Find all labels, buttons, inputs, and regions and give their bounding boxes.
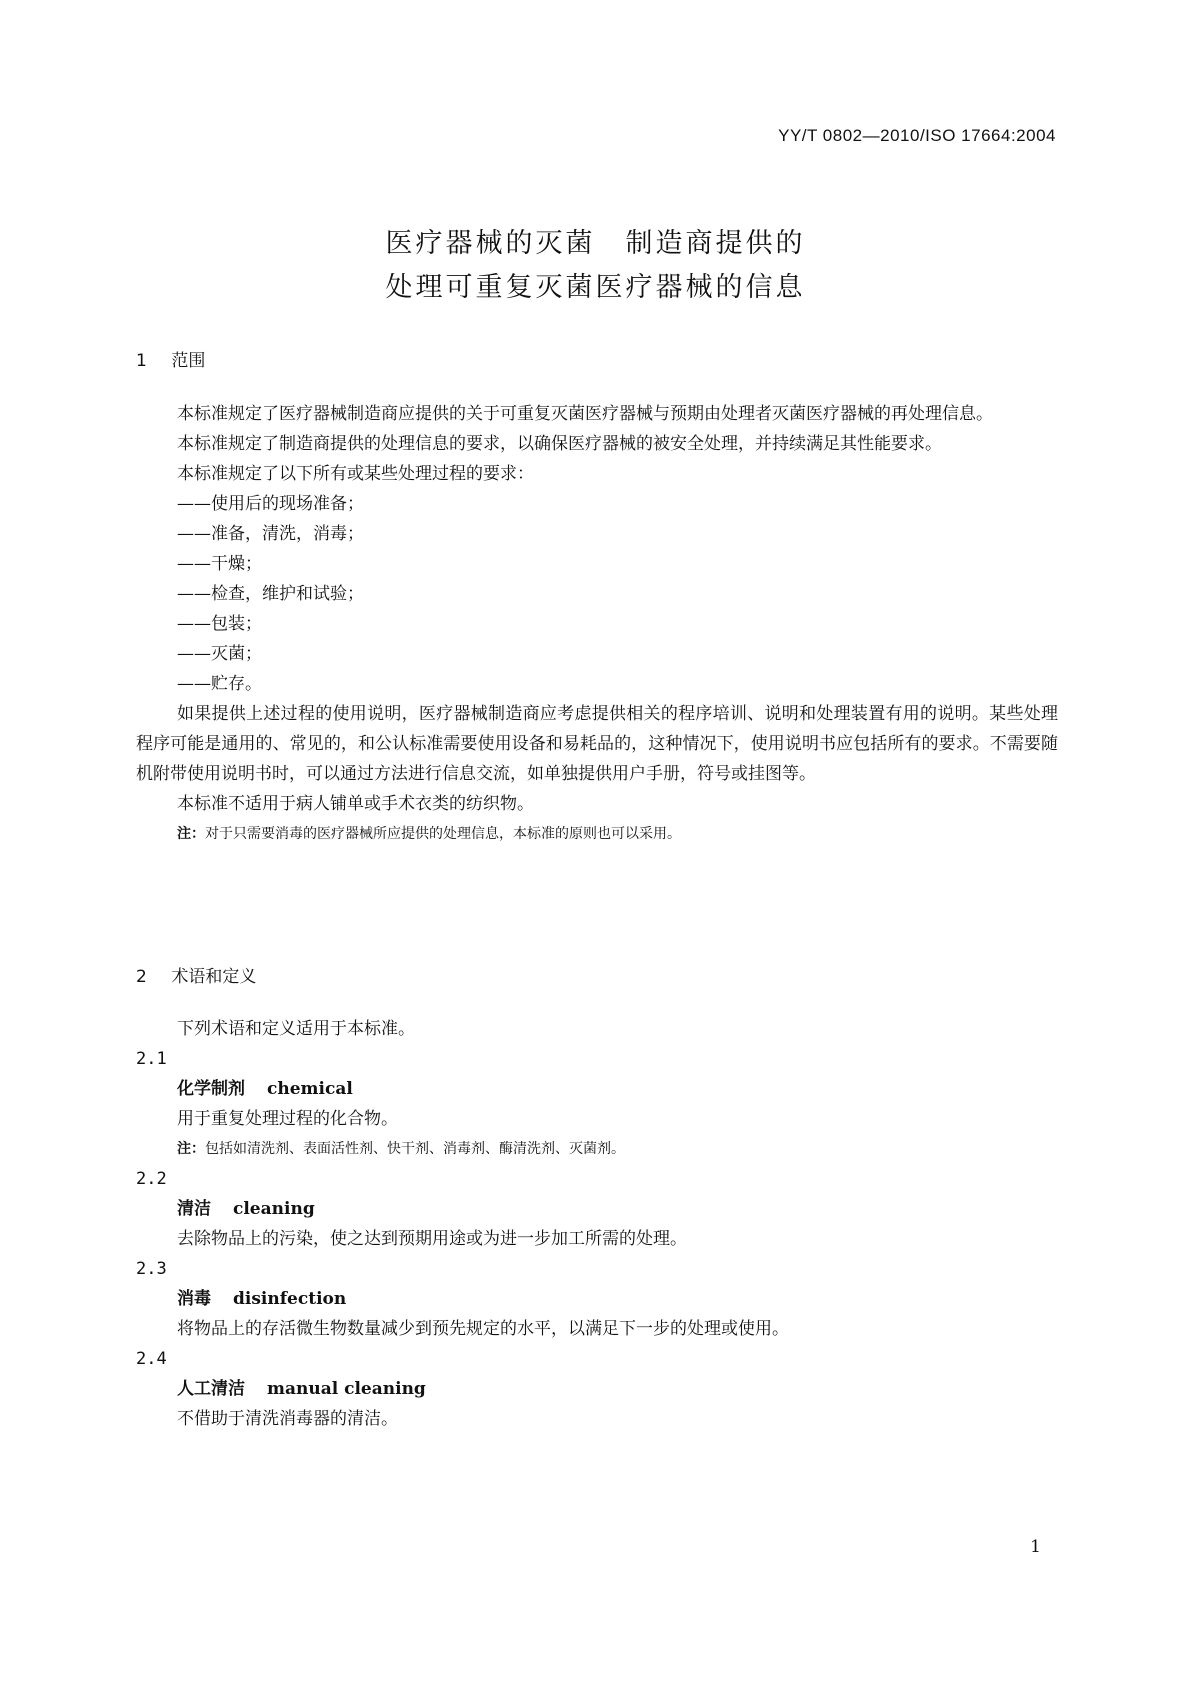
section-2-heading (136, 962, 256, 987)
term-number: 2.2 (136, 1169, 167, 1189)
term-en: manual cleaning (267, 1379, 426, 1399)
term-note (136, 1134, 1058, 1164)
term-definition: 将物品上的存活微生物数量减少到预先规定的水平，以满足下一步的处理或使用。 (177, 1319, 789, 1339)
section-2-body (136, 1014, 1058, 1434)
list-item: ——包装； (177, 614, 262, 634)
scope-note (136, 819, 1058, 849)
note-text: 包括如清洗剂、表面活性剂、快干剂、消毒剂、酶清洗剂、灭菌剂。 (205, 1141, 625, 1157)
term-definition: 不借助于清洗消毒器的清洁。 (177, 1409, 398, 1429)
section-2-number: 2 (136, 967, 147, 987)
scope-paragraph-2: 本标准规定了制造商提供的处理信息的要求，以确保医疗器械的被安全处理，并持续满足其性能要求。 (177, 434, 942, 454)
definitions-intro: 下列术语和定义适用于本标准。 (177, 1019, 415, 1039)
document-title (0, 222, 1191, 310)
list-item: ——干燥； (177, 554, 262, 574)
list-item: ——灭菌； (177, 644, 262, 664)
term-number: 2.1 (136, 1049, 167, 1069)
term-zh: 消毒 (177, 1289, 211, 1309)
scope-paragraph-5: 本标准不适用于病人铺单或手术衣类的纺织物。 (177, 794, 534, 814)
term-zh: 人工清洁 (177, 1379, 245, 1399)
section-1-heading (136, 346, 205, 371)
note-label: 注： (177, 1141, 205, 1157)
title-line-1: 医疗器械的灭菌 制造商提供的 (385, 228, 806, 259)
page-number: 1 (1030, 1537, 1041, 1557)
term-title (136, 1374, 1058, 1404)
term-en: cleaning (233, 1199, 315, 1219)
scope-paragraph-1: 本标准规定了医疗器械制造商应提供的关于可重复灭菌医疗器械与预期由处理者灭菌医疗器械的再处理信息。 (177, 404, 993, 424)
scope-paragraph-3: 本标准规定了以下所有或某些处理过程的要求： (177, 464, 534, 484)
term-title (136, 1284, 1058, 1314)
standard-code: YY/T 0802—2010/ISO 17664:2004 (778, 126, 1056, 145)
term-title (136, 1074, 1058, 1104)
section-1-title: 范围 (171, 351, 206, 371)
note-text: 对于只需要消毒的医疗器械所应提供的处理信息，本标准的原则也可以采用。 (205, 826, 681, 842)
title-line-2: 处理可重复灭菌医疗器械的信息 (385, 272, 806, 303)
section-1-body (136, 399, 1058, 849)
term-number: 2.3 (136, 1259, 167, 1279)
section-1-number: 1 (136, 351, 147, 371)
note-label: 注： (177, 826, 205, 842)
list-item: ——贮存。 (177, 674, 262, 694)
term-en: chemical (267, 1079, 353, 1099)
term-definition: 去除物品上的污染，使之达到预期用途或为进一步加工所需的处理。 (177, 1229, 687, 1249)
term-zh: 清洁 (177, 1199, 211, 1219)
list-item: ——使用后的现场准备； (177, 494, 364, 514)
list-item: ——准备，清洗，消毒； (177, 524, 364, 544)
term-title (136, 1194, 1058, 1224)
scope-paragraph-4: 如果提供上述过程的使用说明，医疗器械制造商应考虑提供相关的程序培训、说明和处理装置有用的说明。某些处理程序可能是通用的、常见的，和公认标准需要使用设备和易耗品的，这种情况下，使用说明书应包括所有的要求。不需要随机附带使用说明书时，可以通过方法进行信息交流，如单独提供用户手册，符号或挂图等。 (136, 704, 1058, 784)
term-number: 2.4 (136, 1349, 167, 1369)
section-2-title: 术语和定义 (171, 967, 257, 987)
term-definition: 用于重复处理过程的化合物。 (177, 1109, 398, 1129)
list-item: ——检查，维护和试验； (177, 584, 364, 604)
term-en: disinfection (233, 1289, 347, 1309)
term-zh: 化学制剂 (177, 1079, 245, 1099)
